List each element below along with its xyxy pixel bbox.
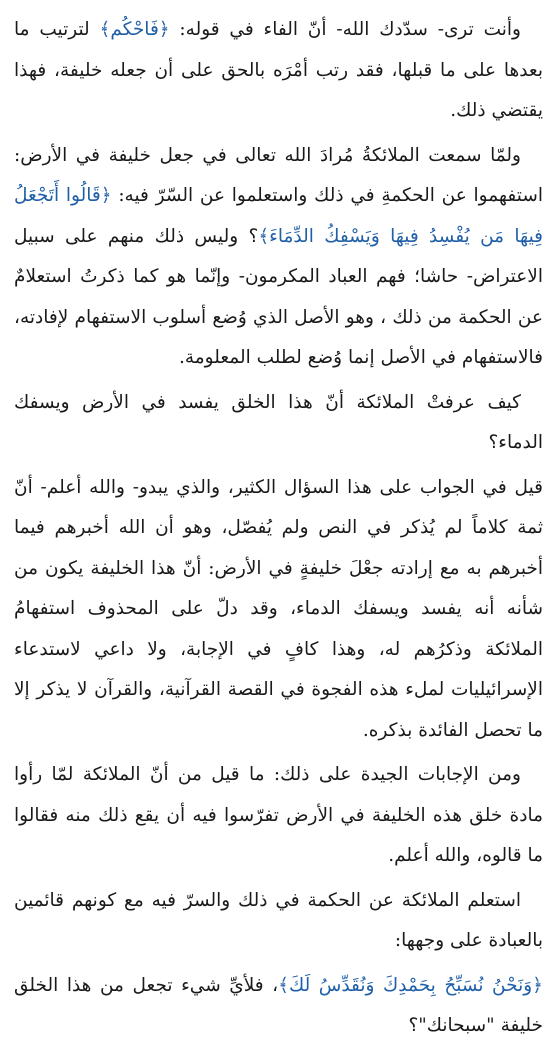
paragraph-fa-particle (14, 10, 543, 132)
paragraph-text: قيل في الجواب على هذا السؤال الكثير، والذي يبدو- والله أعلم- أنّ ثمة كلاماً لم يُذكر في النص ولم يُفصّل، وهو أن الله أخبرهم فيما أخبرهم به مع إرادته جعْلَ خليفةٍ في الأرض: أنّ هذا الخليفة يكون من شأنه أنه يفسد ويسفك الدماء، وقد دلّ على المحذوف استفهامُ الملائكة وذكرُهم له، وهذا كافٍ في الإجابة، ولا داعي لاستدعاء الإسرائيليات لملء هذه الفجوة في القصة القرآنية، والقرآن لا يذكر إلا ما تحصل الفائدة بذكره. (14, 476, 543, 741)
quran-verse: ﴿وَنَحْنُ نُسَبِّحُ بِحَمْدِكَ وَنُقَدِّسُ لَكَ﴾ (278, 974, 543, 996)
paragraph-text: كيف عرفتْ الملائكة أنّ هذا الخلق يفسد في الأرض ويسفك الدماء؟ (14, 391, 543, 453)
paragraph-text: لترتيب ما بعدها على ما قبلها، فقد رتب أمْرَه بالحق على أن جعله خليفة، فهذا يقتضي ذلك. (14, 19, 543, 121)
paragraph-text: وأنت ترى- سدّدك الله- أنّ الفاء في قوله: (169, 19, 521, 40)
paragraph-good-answers (14, 755, 543, 877)
paragraph-answer (14, 468, 543, 752)
quran-verse: ﴿فَاحْكُم﴾ (99, 19, 170, 40)
paragraph-angels-question (14, 136, 543, 379)
paragraph-text: ولمّا سمعت الملائكةُ مُرادَ الله تعالى في جعل خليفة في الأرض: استفهموا عن الحكمةِ في ذلك واستعلموا عن السّرّ فيه: (14, 144, 543, 206)
paragraph-text: استعلم الملائكة عن الحكمة في ذلك والسرّ فيه مع كونهم قائمين بالعبادة على وجهها: (14, 889, 543, 951)
paragraph-text: ؟ وليس ذلك منهم على سبيل الاعتراض- حاشا؛ فهم العباد المكرمون- وإنّما هو كما ذكرتُ استعلامٌ عن الحكمة من ذلك ، وهو الأصل الذي وُضع أسلوب الاستفهام لإفادته، فالاستفهام في الأصل إنما وُضع لطلب المعلومة. (14, 225, 543, 368)
paragraph-glorify-verse (14, 966, 543, 1047)
paragraph-inquiry (14, 881, 543, 962)
paragraph-text: ، فلأيِّ شيء تجعل من هذا الخلق خليفة "سبحانك"؟ (14, 974, 543, 1036)
quran-verse: ﴿قَالُوا أَتَجْعَلُ فِيهَا مَن يُفْسِدُ فِيهَا وَيَسْفِكُ الدِّمَاءَ﴾ (14, 185, 543, 247)
paragraph-text: ومن الإجابات الجيدة على ذلك: ما قيل من أنّ الملائكة لمّا رأوا مادة خلق هذه الخليفة في الأرض تفرّسوا فيه أن يقع ذلك منه فقالوا ما قالوه، والله أعلم. (14, 764, 543, 866)
paragraph-how-angels-knew (14, 383, 543, 464)
